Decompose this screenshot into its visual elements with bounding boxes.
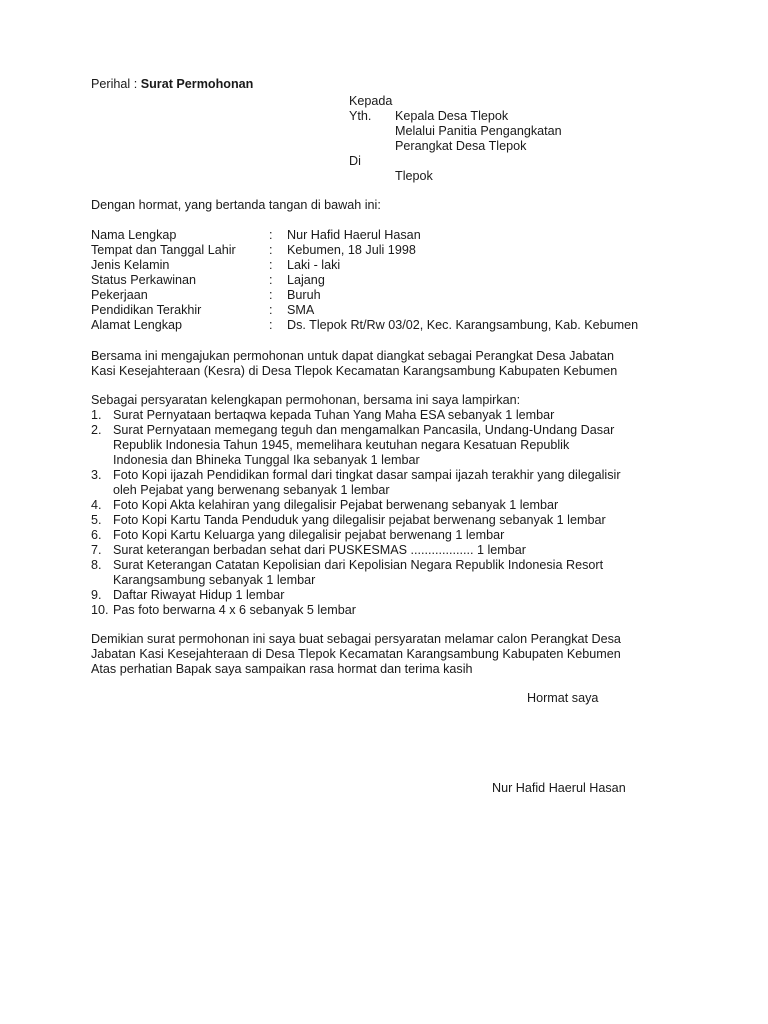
identity-value: Laki - laki: [287, 258, 341, 272]
list-item-text: Surat keterangan berbadan sehat dari PUSKESMAS .................. 1 lembar: [113, 543, 527, 557]
list-item: [91, 513, 691, 528]
list-item-text: Surat Pernyataan memegang teguh dan mengamalkan Pancasila, Undang-Undang Dasar: [113, 423, 615, 437]
list-item: [91, 528, 691, 543]
list-item: [91, 408, 691, 423]
list-item-text: Karangsambung sebanyak 1 lembar: [113, 573, 316, 587]
attachments-intro: Sebagai persyaratan kelengkapan permohonan, bersama ini saya lampirkan:: [91, 393, 521, 407]
list-item: [91, 603, 691, 618]
identity-table: [91, 228, 711, 333]
identity-row: [91, 273, 711, 288]
identity-colon: :: [269, 318, 273, 332]
list-item-text: Daftar Riwayat Hidup 1 lembar: [113, 588, 285, 602]
list-item-number: 3.: [91, 468, 102, 482]
list-item: [91, 468, 691, 498]
identity-row: [91, 288, 711, 303]
identity-value: Lajang: [287, 273, 325, 287]
identity-label: Pekerjaan: [91, 288, 148, 302]
list-item-number: 9.: [91, 588, 102, 602]
list-item-number: 5.: [91, 513, 102, 527]
list-item-number: 8.: [91, 558, 102, 572]
identity-colon: :: [269, 258, 273, 272]
identity-label: Pendidikan Terakhir: [91, 303, 202, 317]
subject-value: Surat Permohonan: [140, 77, 254, 91]
list-item: [91, 543, 691, 558]
identity-value: Ds. Tlepok Rt/Rw 03/02, Kec. Karangsambung, Kab. Kebumen: [287, 318, 639, 332]
list-item-text: Foto Kopi Kartu Keluarga yang dilegalisir pejabat berwenang 1 lembar: [113, 528, 505, 542]
intro-line-2: Kasi Kesejahteraan (Kesra) di Desa Tlepok Kecamatan Karangsambung Kabupaten Kebumen: [91, 364, 618, 378]
closing-line-2: Jabatan Kasi Kesejahteraan di Desa Tlepok Kecamatan Karangsambung Kabupaten Kebumen: [91, 647, 621, 661]
identity-label: Status Perkawinan: [91, 273, 197, 287]
identity-colon: :: [269, 273, 273, 287]
recipient-place: Tlepok: [395, 169, 433, 183]
closing-line-3: Atas perhatian Bapak saya sampaikan rasa hormat dan terima kasih: [91, 662, 473, 676]
list-item-text: Foto Kopi Akta kelahiran yang dilegalisir Pejabat berwenang sebanyak 1 lembar: [113, 498, 559, 512]
identity-colon: :: [269, 243, 273, 257]
recipient-yth: Yth.: [349, 109, 372, 123]
subject-line: [91, 77, 253, 92]
list-item-text: Surat Keterangan Catatan Kepolisian dari Kepolisian Negara Republik Indonesia Resort: [113, 558, 604, 572]
identity-label: Nama Lengkap: [91, 228, 177, 242]
recipient-kepada: Kepada: [349, 94, 393, 108]
recipient-line3: Perangkat Desa Tlepok: [395, 139, 527, 153]
recipient-di: Di: [349, 154, 361, 168]
identity-label: Alamat Lengkap: [91, 318, 183, 332]
identity-row: [91, 228, 711, 243]
list-item-text: Foto Kopi ijazah Pendidikan formal dari tingkat dasar sampai ijazah terakhir yang dilegalisir: [113, 468, 621, 482]
list-item-text: Foto Kopi Kartu Tanda Penduduk yang dilegalisir pejabat berwenang sebanyak 1 lembar: [113, 513, 606, 527]
identity-colon: :: [269, 288, 273, 302]
list-item: [91, 423, 691, 468]
list-item-number: 7.: [91, 543, 102, 557]
identity-label: Jenis Kelamin: [91, 258, 170, 272]
list-item-number: 1.: [91, 408, 102, 422]
greeting: Dengan hormat, yang bertanda tangan di bawah ini:: [91, 198, 381, 212]
list-item-text: Indonesia dan Bhineka Tunggal Ika sebanyak 1 lembar: [113, 453, 420, 467]
list-item-text: Republik Indonesia Tahun 1945, memelihara keutuhan negara Kesatuan Republik: [113, 438, 570, 452]
closing-line-1: Demikian surat permohonan ini saya buat sebagai persyaratan melamar calon Perangkat Desa: [91, 632, 621, 646]
identity-value: Buruh: [287, 288, 321, 302]
recipient-line1: Kepala Desa Tlepok: [395, 109, 509, 123]
subject-label: Perihal :: [91, 77, 141, 91]
identity-label: Tempat dan Tanggal Lahir: [91, 243, 236, 257]
identity-row: [91, 303, 711, 318]
list-item-number: 4.: [91, 498, 102, 512]
identity-value: Kebumen, 18 Juli 1998: [287, 243, 416, 257]
list-item-text: Pas foto berwarna 4 x 6 sebanyak 5 lembar: [113, 603, 356, 617]
identity-value: Nur Hafid Haerul Hasan: [287, 228, 421, 242]
signature-name: Nur Hafid Haerul Hasan: [492, 781, 626, 795]
identity-row: [91, 318, 711, 333]
identity-colon: :: [269, 228, 273, 242]
list-item-number: 10.: [91, 603, 109, 617]
list-item: [91, 588, 691, 603]
list-item: [91, 558, 691, 588]
intro-line-1: Bersama ini mengajukan permohonan untuk dapat diangkat sebagai Perangkat Desa Jabatan: [91, 349, 614, 363]
signature-regards: Hormat saya: [527, 691, 599, 705]
list-item-text: Surat Pernyataan bertaqwa kepada Tuhan Yang Maha ESA sebanyak 1 lembar: [113, 408, 555, 422]
recipient-line2: Melalui Panitia Pengangkatan: [395, 124, 562, 138]
attachments-list: [91, 408, 691, 618]
identity-row: [91, 243, 711, 258]
list-item-number: 2.: [91, 423, 102, 437]
identity-colon: :: [269, 303, 273, 317]
identity-value: SMA: [287, 303, 315, 317]
list-item-text: oleh Pejabat yang berwenang sebanyak 1 lembar: [113, 483, 390, 497]
identity-row: [91, 258, 711, 273]
list-item: [91, 498, 691, 513]
list-item-number: 6.: [91, 528, 102, 542]
